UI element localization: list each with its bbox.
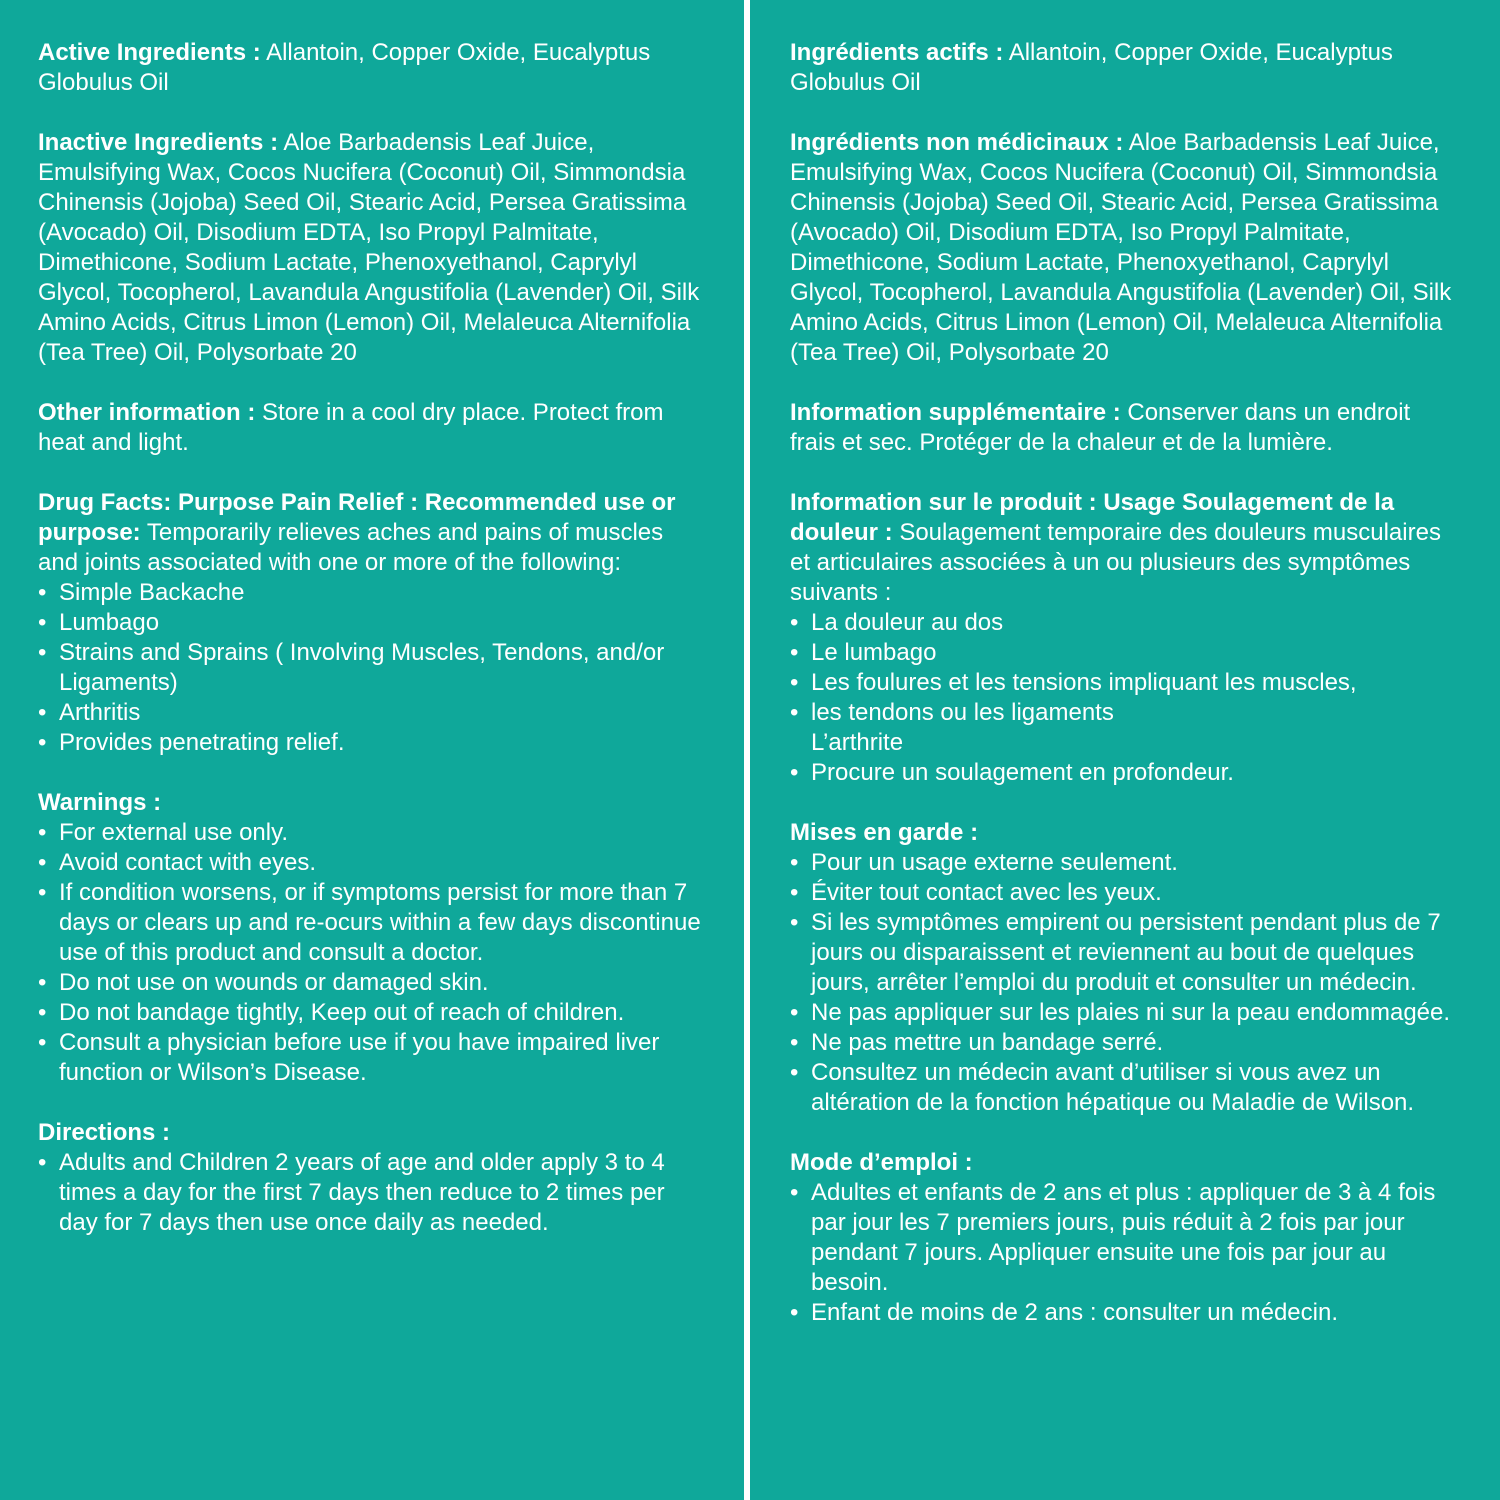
- directions-list: [38, 1148, 703, 1238]
- french-column: [790, 38, 1460, 1358]
- drug-facts-section: [38, 488, 703, 758]
- information-supplementaire-label: Information supplémentaire :: [790, 399, 1121, 426]
- bullet-icon: •: [38, 1029, 47, 1056]
- list-item: • La douleur au dos: [790, 609, 1004, 636]
- information-produit-label: Information sur le produit : Usage Soulagement de la douleur :: [790, 489, 1395, 546]
- list-item: • Avoid contact with eyes.: [38, 849, 317, 876]
- inactive-ingredients-section: [38, 128, 703, 368]
- inactive-ingredients-text: Aloe Barbadensis Leaf Juice, Emulsifying Wax, Cocos Nucifera (Coconut) Oil, Simmondsia Chinensis (Jojoba) Seed Oil, Stearic Acid, Persea Gratissima (Avocado) Oil, Disodium EDTA, Iso Propyl Palmitate, Dimethicone, Sodium Lactate, Phenoxyethanol, Caprylyl Glycol, Tocopherol, Lavandula Angustifolia (Lavender) Oil, Silk Amino Acids, Citrus Limon (Lemon) Oil, Melaleuca Alternifolia (Tea Tree) Oil, Polysorbate 20: [38, 129, 700, 366]
- list-item: • Le lumbago: [790, 639, 937, 666]
- list-item: • les tendons ou les ligaments: [790, 699, 1114, 726]
- bullet-icon: •: [790, 639, 799, 666]
- bullet-icon: •: [790, 849, 799, 876]
- list-item: • Procure un soulagement en profondeur.: [790, 759, 1234, 786]
- list-item: • Lumbago: [38, 609, 160, 636]
- warnings-section: [38, 788, 703, 1088]
- other-information-text: Store in a cool dry place. Protect from heat and light.: [38, 399, 664, 456]
- bullet-icon: •: [38, 639, 47, 666]
- drug-facts-label: Drug Facts: Purpose Pain Relief : Recommended use or purpose:: [38, 489, 676, 546]
- bullet-icon: •: [38, 849, 47, 876]
- list-item: • Consultez un médecin avant d’utiliser si vous avez un altération de la fonction hépatique ou Maladie de Wilson.: [790, 1059, 1415, 1116]
- mode-emploi-list: [790, 1178, 1460, 1328]
- list-item: • Ne pas mettre un bandage serré.: [790, 1029, 1164, 1056]
- mises-en-garde-list: [790, 848, 1460, 1118]
- bullet-icon: •: [790, 1299, 799, 1326]
- bullet-icon: •: [790, 1029, 799, 1056]
- information-produit-text: Soulagement temporaire des douleurs musculaires et articulaires associées à un ou plusieurs des symptômes suivants :: [790, 519, 1441, 606]
- drug-facts-text: Temporarily relieves aches and pains of muscles and joints associated with one or more of the following:: [38, 519, 664, 576]
- list-item: • Simple Backache: [38, 579, 245, 606]
- list-item: L’arthrite: [811, 729, 904, 756]
- active-ingredients-label: Active Ingredients :: [38, 39, 261, 66]
- bullet-icon: •: [38, 969, 47, 996]
- ingredients-non-medicinaux-section: [790, 128, 1460, 368]
- list-item: • Arthritis: [38, 699, 141, 726]
- bullet-icon: •: [38, 579, 47, 606]
- bullet-icon: •: [38, 819, 47, 846]
- warnings-list: [38, 818, 703, 1088]
- usage-list: [790, 608, 1460, 788]
- list-item: • Éviter tout contact avec les yeux.: [790, 879, 1162, 906]
- bullet-icon: •: [38, 879, 47, 906]
- information-supplementaire-section: [790, 398, 1460, 458]
- bullet-icon: •: [38, 999, 47, 1026]
- bullet-icon: •: [790, 1059, 799, 1086]
- list-item: • Enfant de moins de 2 ans : consulter un médecin.: [790, 1299, 1338, 1326]
- information-supplementaire-text: Conserver dans un endroit frais et sec. Protéger de la chaleur et de la lumière.: [790, 399, 1411, 456]
- list-item: • Provides penetrating relief.: [38, 729, 345, 756]
- list-item: • Adultes et enfants de 2 ans et plus : appliquer de 3 à 4 fois par jour les 7 premiers jours, puis réduit à 2 fois par jour pendant 7 jours. Appliquer ensuite une fois par jour au besoin.: [790, 1179, 1436, 1296]
- active-ingredients-section: [38, 38, 703, 98]
- bullet-icon: •: [790, 699, 799, 726]
- uses-list: [38, 578, 703, 758]
- bullet-icon: •: [38, 609, 47, 636]
- active-ingredients-text: Allantoin, Copper Oxide, Eucalyptus Globulus Oil: [38, 39, 651, 96]
- list-item: • Les foulures et les tensions impliquant les muscles,: [790, 669, 1357, 696]
- ingredients-actifs-label: Ingrédients actifs :: [790, 39, 1004, 66]
- bullet-icon: •: [790, 669, 799, 696]
- directions-section: [38, 1118, 703, 1238]
- list-item: • Ne pas appliquer sur les plaies ni sur la peau endommagée.: [790, 999, 1451, 1026]
- bullet-icon: •: [790, 999, 799, 1026]
- ingredients-non-medicinaux-text: Aloe Barbadensis Leaf Juice, Emulsifying Wax, Cocos Nucifera (Coconut) Oil, Simmondsia Chinensis (Jojoba) Seed Oil, Stearic Acid, Persea Gratissima (Avocado) Oil, Disodium EDTA, Iso Propyl Palmitate, Dimethicone, Sodium Lactate, Phenoxyethanol, Caprylyl Glycol, Tocopherol, Lavandula Angustifolia (Lavender) Oil, Silk Amino Acids, Citrus Limon (Lemon) Oil, Melaleuca Alternifolia (Tea Tree) Oil, Polysorbate 20: [790, 129, 1452, 366]
- other-information-section: [38, 398, 703, 458]
- bullet-icon: •: [790, 1179, 799, 1206]
- mode-emploi-label: Mode d’emploi :: [790, 1149, 973, 1176]
- ingredients-non-medicinaux-label: Ingrédients non médicinaux :: [790, 129, 1124, 156]
- other-information-label: Other information :: [38, 399, 256, 426]
- mises-en-garde-section: [790, 818, 1460, 1118]
- bullet-icon: •: [790, 879, 799, 906]
- list-item: • Consult a physician before use if you have impaired liver function or Wilson’s Disease.: [38, 1029, 660, 1086]
- list-item: • Si les symptômes empirent ou persistent pendant plus de 7 jours ou disparaissent et reviennent au bout de quelques jours, arrêter l’emploi du produit et consulter un médecin.: [790, 909, 1441, 996]
- list-item: • Do not bandage tightly, Keep out of reach of children.: [38, 999, 625, 1026]
- english-column: [38, 38, 703, 1268]
- bullet-icon: •: [38, 729, 47, 756]
- bullet-icon: •: [790, 609, 799, 636]
- list-item: • Adults and Children 2 years of age and older apply 3 to 4 times a day for the first 7 days then reduce to 2 times per day for 7 days then use once daily as needed.: [38, 1149, 665, 1236]
- ingredients-actifs-section: [790, 38, 1460, 98]
- warnings-label: Warnings :: [38, 789, 162, 816]
- information-produit-section: [790, 488, 1460, 788]
- list-item: • If condition worsens, or if symptoms persist for more than 7 days or clears up and re-ocurs within a few days discontinue use of this product and consult a doctor.: [38, 879, 701, 966]
- inactive-ingredients-label: Inactive Ingredients :: [38, 129, 279, 156]
- mode-emploi-section: [790, 1148, 1460, 1328]
- list-item: • Pour un usage externe seulement.: [790, 849, 1178, 876]
- column-divider: [744, 0, 750, 1500]
- list-item: • Strains and Sprains ( Involving Muscles, Tendons, and/or Ligaments): [38, 639, 665, 696]
- bullet-icon: •: [38, 1149, 47, 1176]
- list-item: • For external use only.: [38, 819, 288, 846]
- list-item: • Do not use on wounds or damaged skin.: [38, 969, 489, 996]
- bullet-icon: •: [790, 759, 799, 786]
- bullet-icon: •: [38, 699, 47, 726]
- mises-en-garde-label: Mises en garde :: [790, 819, 979, 846]
- bullet-icon: •: [790, 909, 799, 936]
- directions-label: Directions :: [38, 1119, 171, 1146]
- ingredients-actifs-text: Allantoin, Copper Oxide, Eucalyptus Globulus Oil: [790, 39, 1393, 96]
